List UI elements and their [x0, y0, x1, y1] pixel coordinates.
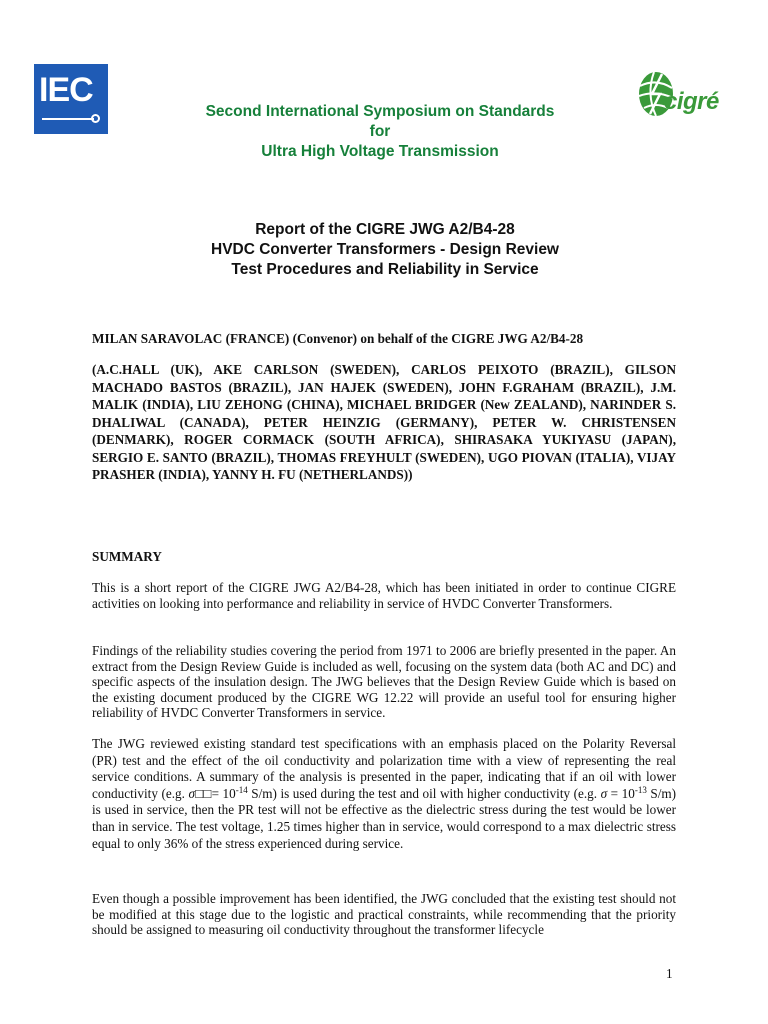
iec-logo [34, 64, 108, 134]
sigma-symbol-1: σ [188, 785, 195, 801]
summary-paragraph-3 [92, 736, 676, 852]
summary-paragraph-1: This is a short report of the CIGRE JWG A2/B4-28, which has been initiated in order to continue CIGRE activities on looking into performance and reliability in service of HVDC Converter Transformers. [92, 580, 676, 611]
author-line: MILAN SARAVOLAC (FRANCE) (Convenor) on behalf of the CIGRE JWG A2/B4-28 [92, 331, 584, 346]
symposium-line-3: Ultra High Voltage Transmission [261, 143, 499, 160]
p3-text-a: The JWG reviewed existing standard test specifications with an emphasis placed on the Polarity Reversal (PR) test and the effect of the oil conductivity and polarization time with a view of representing the real service conditions. A summary of the analysis is presented in the paper, indicating that if an oil with lower conductivity (e.g. [92, 736, 676, 801]
jwg-members: (A.C.HALL (UK), AKE CARLSON (SWEDEN), CARLOS PEIXOTO (BRAZIL), GILSON MACHADO BASTOS (BRAZIL), JAN HAJEK (SWEDEN), JOHN F.GRAHAM (BRAZIL), J.M. MALIK (INDIA), LIU ZEHONG (CHINA), MICHAEL BRIDGER (New ZEALAND), NARINDER S. DHALIWAL (CANADA), PETER HEINZIG (GERMANY), PETER W. CHRISTENSEN (DENMARK), ROGER CORMACK (SOUTH AFRICA), SHIRASAKA YUKIYASU (JAPAN), SERGIO E. SANTO (BRAZIL), THOMAS FREYHULT (SWEDEN), UGO PIOVAN (ITALIA), VIJAY PRASHER (INDIA), YANNY H. FU (NETHERLANDS)) [92, 362, 676, 482]
report-title [100, 220, 670, 280]
summary-paragraph-2: Findings of the reliability studies covering the period from 1971 to 2006 are briefly presented in the paper. An extract from the Design Review Guide is included as well, focusing on the system data (both AC and DC) and specific aspects of the insulation design. The JWG believes that the Design Review Guide which is based on the existing document produced by the CIGRE WG 12.22 will provide an useful tool for ensuring higher reliability of HVDC Converter Transformers in service. [92, 643, 676, 720]
symposium-line-1: Second International Symposium on Standards [205, 103, 555, 120]
sigma-symbol-2: σ [600, 785, 608, 801]
report-title-line-3: Test Procedures and Reliability in Service [231, 261, 539, 278]
symposium-line-2: for [369, 123, 391, 140]
iec-logo-text: IEC [39, 71, 93, 109]
p3-text-d: = 10 [607, 785, 635, 801]
report-title-line-2: HVDC Converter Transformers - Design Review [211, 241, 559, 258]
iec-logo-rule [42, 118, 94, 120]
p3-text-c: S/m) is used during the test and oil with higher conductivity (e.g. [247, 785, 601, 801]
p3-text-e: S/m) is used in service, then the PR test will not be effective as the dielectric stress during the test would be lower than in service. The test voltage, 1.25 times higher than in service, would correspond to a max dielectric stress equal to only 36% of the stress experienced during service. [92, 785, 677, 851]
symposium-heading [140, 102, 620, 162]
exponent-1: -14 [235, 784, 248, 795]
iec-logo-dot [91, 114, 100, 123]
cigre-logo [634, 64, 734, 124]
summary-heading: SUMMARY [92, 549, 162, 564]
summary-paragraph-4: Even though a possible improvement has been identified, the JWG concluded that the existing test should not be modified at this stage due to the logistic and practical constraints, while recommending that the priority should be assigned to measuring oil conductivity throughout the transformer lifecycle [92, 891, 676, 937]
cigre-logo-text: cigré [664, 88, 719, 115]
exponent-2: -13 [634, 784, 647, 795]
report-title-line-1: Report of the CIGRE JWG A2/B4-28 [255, 221, 515, 238]
page-number: 1 [666, 966, 673, 981]
p3-text-b: □□= 10 [194, 785, 236, 801]
